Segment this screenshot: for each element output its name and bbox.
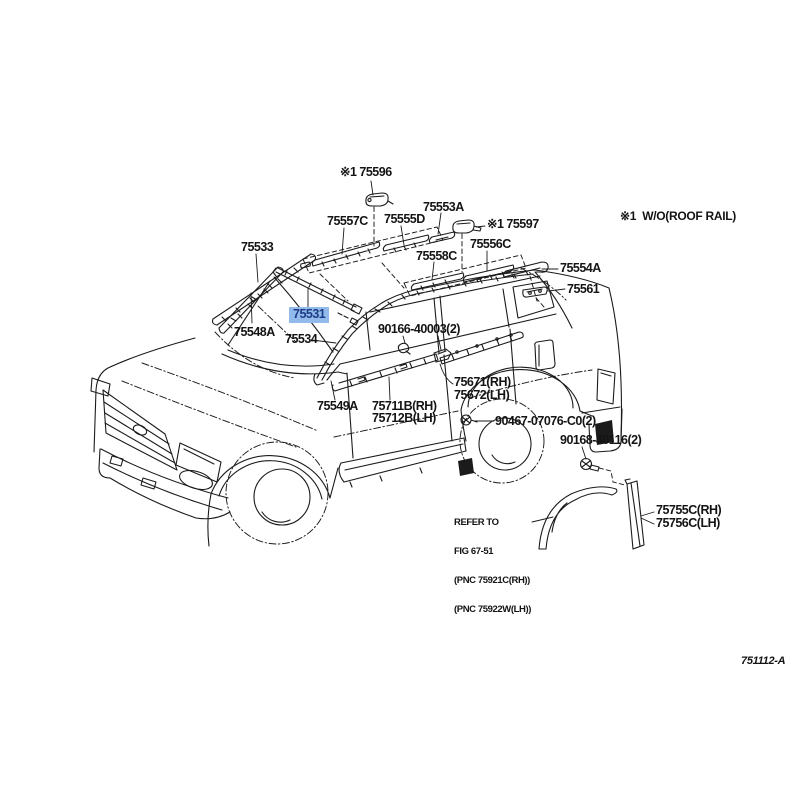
part-75561-bracket <box>523 287 547 297</box>
screw-90168 <box>581 459 626 486</box>
note-wo-roof-rail: ※1 W/O(ROOF RAIL) <box>620 209 736 223</box>
part-label-90168-40116[interactable]: 90168-40116(2) <box>560 433 642 447</box>
refer-note-line: (PNC 75922W(LH)) <box>454 603 531 615</box>
figure-code: 751112-A <box>741 655 786 667</box>
refer-note <box>454 499 531 624</box>
part-75597-cap <box>453 220 481 233</box>
part-label-75549A[interactable]: 75549A <box>317 399 358 413</box>
part-label-75554A[interactable]: 75554A <box>560 261 601 275</box>
part-label-75534[interactable]: 75534 <box>285 332 318 346</box>
part-label-90166-40003[interactable]: 90166-40003(2) <box>378 322 460 336</box>
part-75755C-trim <box>625 479 644 549</box>
part-label-75711B[interactable]: 75711B(RH) <box>372 399 437 413</box>
refer-note-line: REFER TO <box>454 517 499 529</box>
part-label-75548A[interactable]: 75548A <box>234 325 275 339</box>
part-label-75555D[interactable]: 75555D <box>384 212 425 226</box>
refer-note-line: (PNC 75921C(RH)) <box>454 574 530 586</box>
part-label-75558C[interactable]: 75558C <box>416 249 457 263</box>
part-label-75553A[interactable]: 75553A <box>423 200 464 214</box>
refer-note-line: FIG 67-51 <box>454 545 494 557</box>
part-label-75557C[interactable]: 75557C <box>327 214 368 228</box>
part-label-75556C[interactable]: 75556C <box>470 237 511 251</box>
part-label-75755C[interactable]: 75755C(RH) <box>656 503 722 517</box>
part-label-75596[interactable]: ※1 75596 <box>340 165 392 179</box>
part-label-75712B[interactable]: 75712B(LH) <box>372 411 436 425</box>
part-label-75531-highlighted[interactable]: 75531 <box>289 307 329 323</box>
part-label-75561[interactable]: 75561 <box>567 282 600 296</box>
part-label-75671[interactable]: 75671(RH) <box>454 375 511 389</box>
part-label-75672[interactable]: 75672(LH) <box>454 388 510 402</box>
part-75596-cap <box>366 193 393 206</box>
part-75671-strip <box>440 332 523 364</box>
part-label-75533[interactable]: 75533 <box>241 240 274 254</box>
part-label-75597[interactable]: ※1 75597 <box>487 217 539 231</box>
part-label-90467-07076[interactable]: 90467-07076-C0(2) <box>495 414 596 428</box>
part-label-75756C[interactable]: 75756C(LH) <box>656 516 720 530</box>
